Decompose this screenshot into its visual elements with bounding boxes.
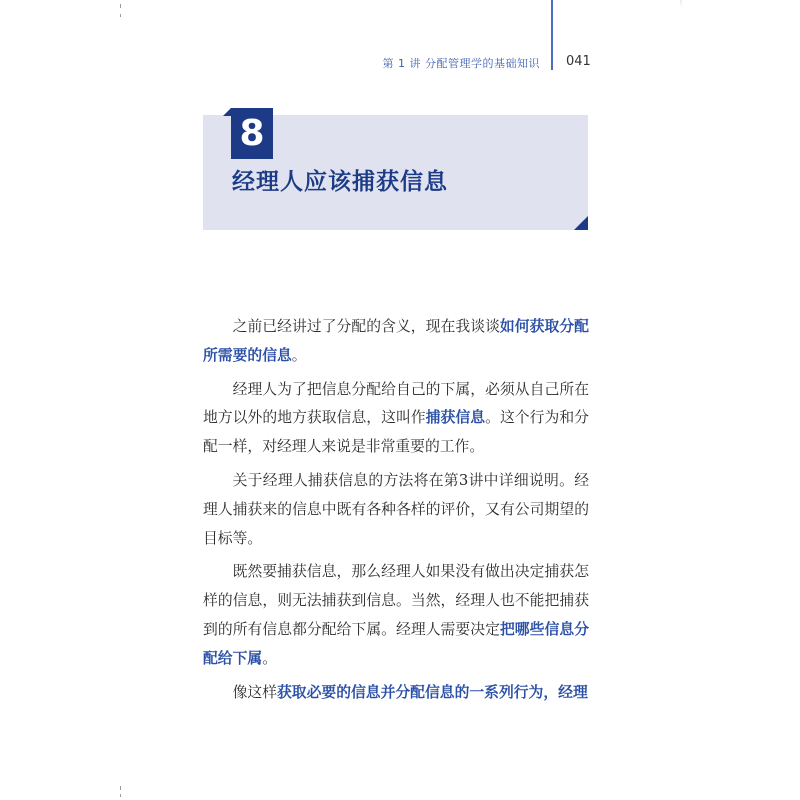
crop-mark-top-left-2	[120, 14, 121, 17]
paragraph-text: 经理人为了把信息分配给自己的下属，必须从自己所在地方以外的地方获取信息，这叫作	[203, 380, 589, 427]
paragraph-text: 既然要捕获信息，那么经理人如果没有做出决定捕获怎样的信息，则无法捕获到信息。当然，经理人也不能把捕获到的所有信息都分配给下属。经理人需要决定	[203, 563, 589, 638]
running-head: 第 1 讲 分配管理学的基础知识	[382, 57, 540, 70]
paragraph-text: 。	[262, 649, 278, 667]
section-title: 经理人应该捕获信息	[232, 169, 448, 195]
highlighted-phrase: 捕获信息	[425, 409, 486, 427]
paragraph-text: 像这样	[232, 683, 277, 701]
paragraph-text: 之前已经讲过了分配的含义，现在我谈谈	[232, 318, 500, 335]
corner-triangle-decoration	[574, 216, 588, 230]
body-text	[203, 313, 589, 712]
paragraph	[203, 313, 589, 371]
section-number-tab	[223, 108, 231, 116]
paragraph	[203, 467, 589, 553]
page-number: 041	[566, 54, 591, 69]
crop-mark-top-left	[120, 4, 121, 8]
paragraph-text: 关于经理人捕获信息的方法将在第3讲中详细说明。经理人捕获来的信息中既有各种各样的评价，又有公司期望的目标等。	[203, 471, 589, 547]
header-rule	[551, 0, 553, 70]
paragraph-text: 。这个行为和分配一样，对经理人来说是非常重要的工作。	[203, 409, 589, 456]
crop-mark-bottom-left	[120, 786, 121, 790]
paragraph-text: 。	[291, 346, 307, 364]
highlighted-phrase: 把哪些信息分配给下属	[203, 620, 589, 667]
section-number: 8	[231, 108, 273, 159]
highlighted-phrase: 获取必要的信息并分配信息的一系列行为，经理	[277, 683, 588, 701]
paragraph	[203, 376, 589, 462]
paragraph	[203, 679, 589, 708]
highlighted-phrase: 如何获取分配所需要的信息	[203, 318, 589, 364]
paragraph	[203, 558, 589, 673]
crop-mark-bottom-left-2	[120, 794, 121, 797]
